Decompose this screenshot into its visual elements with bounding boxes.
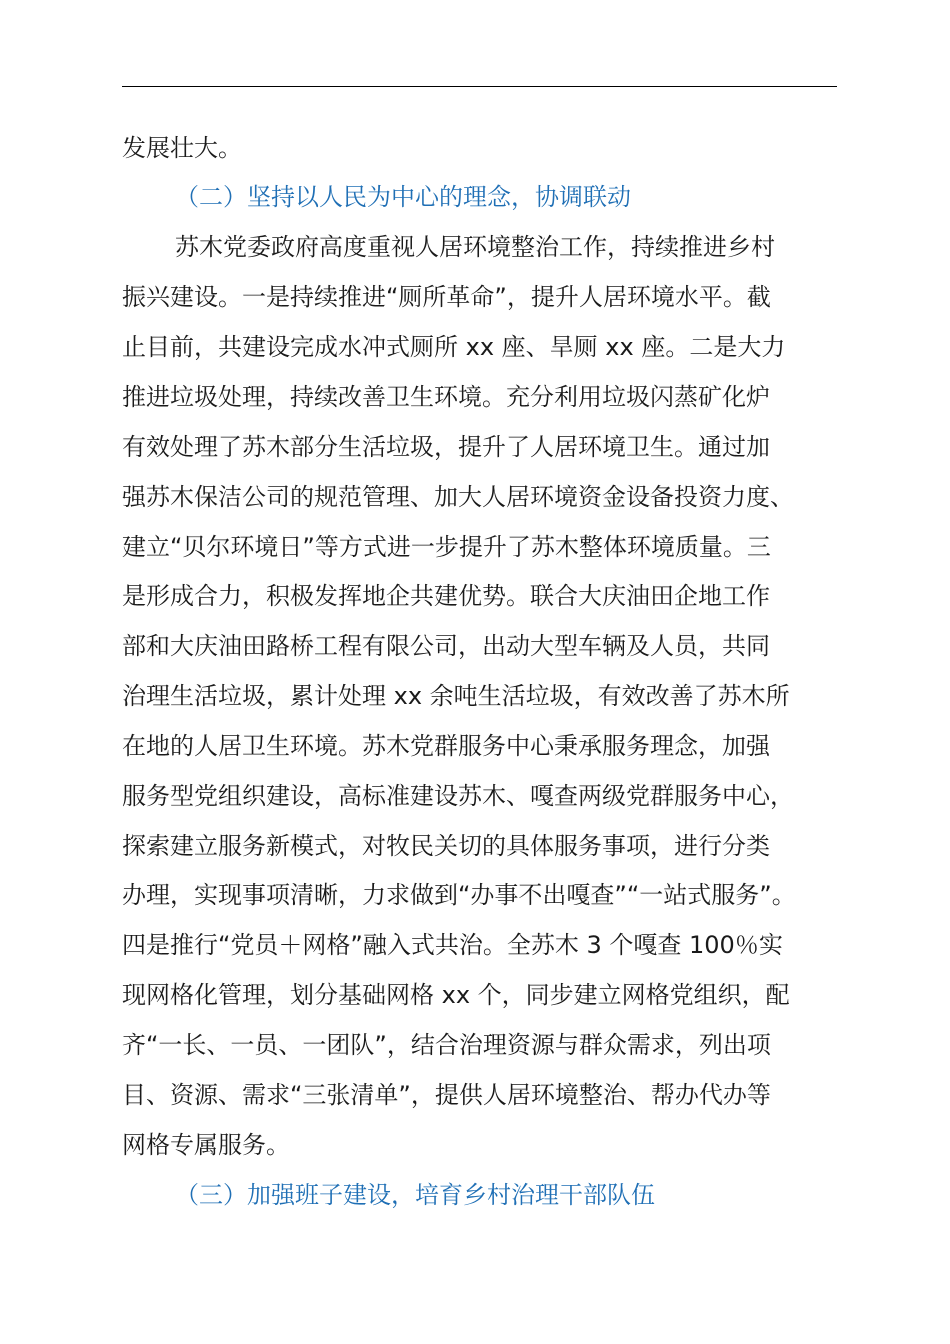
body-line: 止目前，共建设完成水冲式厕所 xx 座、旱厕 xx 座。二是大力	[122, 333, 786, 361]
body-line: 建立“贝尔环境日”等方式进一步提升了苏木整体环境质量。三	[122, 533, 771, 561]
section-heading-3: （三）加强班子建设，培育乡村治理干部队伍	[175, 1181, 655, 1209]
body-line: 苏木党委政府高度重视人居环境整治工作，持续推进乡村	[175, 233, 775, 261]
body-line: 是形成合力，积极发挥地企共建优势。联合大庆油田企地工作	[122, 582, 770, 610]
body-line: 振兴建设。一是持续推进“厕所革命”，提升人居环境水平。截	[122, 283, 771, 311]
body-line: 治理生活垃圾，累计处理 xx 余吨生活垃圾，有效改善了苏木所	[122, 682, 790, 710]
body-line: 发展壮大。	[122, 134, 242, 162]
body-line: 在地的人居卫生环境。苏木党群服务中心秉承服务理念，加强	[122, 732, 770, 760]
body-line: 强苏木保洁公司的规范管理、加大人居环境资金设备投资力度、	[122, 483, 794, 511]
body-line: 服务型党组织建设，高标准建设苏木、嘎查两级党群服务中心，	[122, 782, 794, 810]
section-heading-2: （二）坚持以人民为中心的理念，协调联动	[175, 183, 631, 211]
body-line: 齐“一长、一员、一团队”，结合治理资源与群众需求，列出项	[122, 1031, 771, 1059]
body-line: 网格专属服务。	[122, 1131, 290, 1159]
body-line: 目、资源、需求“三张清单”，提供人居环境整治、帮办代办等	[122, 1081, 771, 1109]
body-line: 四是推行“党员＋网格”融入式共治。全苏木 3 个嘎查 100％实	[122, 931, 783, 959]
body-line: 探索建立服务新模式，对牧民关切的具体服务事项，进行分类	[122, 832, 770, 860]
header-rule	[122, 86, 837, 87]
body-line: 推进垃圾处理，持续改善卫生环境。充分利用垃圾闪蒸矿化炉	[122, 383, 770, 411]
body-line: 现网格化管理，划分基础网格 xx 个，同步建立网格党组织，配	[122, 981, 790, 1009]
body-line: 办理，实现事项清晰，力求做到“办事不出嘎查”“一站式服务”。	[122, 881, 796, 909]
body-line: 有效处理了苏木部分生活垃圾，提升了人居环境卫生。通过加	[122, 433, 770, 461]
body-line: 部和大庆油田路桥工程有限公司，出动大型车辆及人员，共同	[122, 632, 770, 660]
